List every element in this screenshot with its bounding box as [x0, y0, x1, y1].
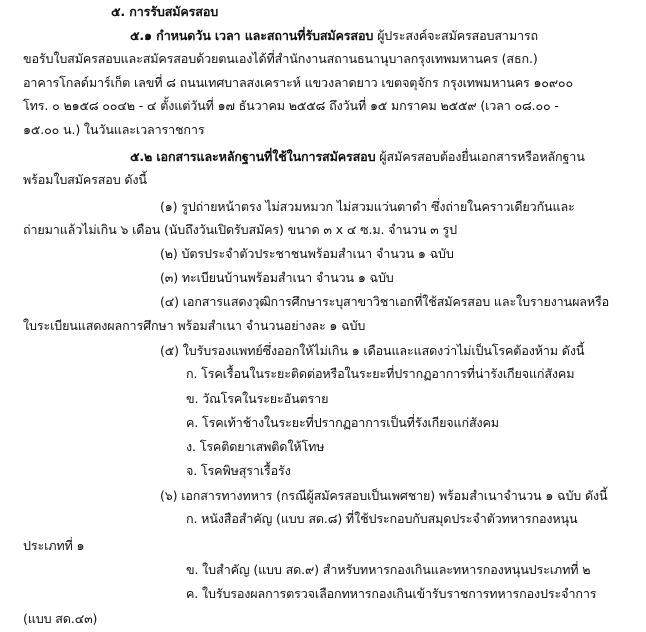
item1-line2: ถ่ายมาแล้วไม่เกิน ๖ เดือน (นับถึงวันเปิดรับสมัคร) ขนาด ๓ x ๔ ซ.ม. จำนวน ๓ รูป [23, 222, 457, 237]
s51-line1-rest: ผู้ประสงค์จะสมัครสอบสามารถ [373, 28, 539, 43]
s51-line4: โทร. ๐ ๒๑๕๘ ๐๐๔๒ - ๔ ตั้งแต่วันที่ ๑๗ ธันวาคม ๒๕๕๘ ถึงวันที่ ๑๕ มกราคม ๒๕๕๙ (เวลา ๐๘.๐๐ - [23, 98, 559, 113]
s51-heading: ๕.๑ กำหนดวัน เวลา และสถานที่รับสมัครสอบ [130, 28, 374, 43]
item6-a-line2: ประเภทที่ ๑ [23, 538, 85, 553]
item6-a-line1: ก. หนังสือสำคัญ (แบบ สด.๘) ที่ใช้ประกอบกับสมุดประจำตัวทหารกองหนุน [186, 511, 578, 526]
item5-d: ง. โรคติดยาเสพติดให้โทษ [186, 439, 325, 454]
s52-line1 [130, 147, 585, 167]
item5-c: ค. โรคเท้าช้างในระยะที่ปรากฏอาการเป็นที่รังเกียจแก่สังคม [186, 415, 499, 430]
item5: (๕) ใบรับรองแพทย์ซึ่งออกให้ไม่เกิน ๑ เดือนและแสดงว่าไม่เป็นโรคต้องห้าม ดังนี้ [160, 343, 585, 358]
s52-line2: พร้อมใบสมัครสอบ ดังนี้ [23, 172, 147, 187]
item2: (๒) บัตรประจำตัวประชาชนพร้อมสำเนา จำนวน ๑ ฉบับ [160, 246, 454, 261]
item5-e: จ. โรคพิษสุราเรื้อรัง [186, 463, 291, 478]
item4-line1: (๔) เอกสารแสดงวุฒิการศึกษาระบุสาขาวิชาเอกที่ใช้สมัครสอบ และใบรายงานผลหรือ [160, 294, 610, 309]
s51-line2: ขอรับใบสมัครสอบและสมัครสอบด้วยตนเองได้ที่สำนักงานสถานธนานุบาลกรุงเทพมหานคร (สธก.) [23, 51, 538, 66]
s51-line5: ๑๕.๐๐ น.) ในวันและเวลาราชการ [23, 122, 205, 137]
s51-line3: อาคารโกลด์มาร์เก็ต เลขที่ ๘ ถนนเทศบาลสงเคราะห์ แขวงลาดยาว เขตจตุจักร กรุงเทพมหานคร ๑๐๙๐๐ [23, 75, 573, 90]
item6-c-line1: ค. ใบรับรองผลการตรวจเลือกทหารกองเกินเข้ารับราชการทหารกองประจำการ [186, 586, 597, 601]
item6-b: ข. ใบสำคัญ (แบบ สด.๙) สำหรับทหารกองเกินและทหารกองหนุนประเภทที่ ๒ [186, 562, 591, 577]
item5-b: ข. วัณโรคในระยะอันตราย [186, 391, 329, 406]
s51-line1 [130, 26, 538, 46]
s52-heading: ๕.๒ เอกสารและหลักฐานที่ใช้ในการสมัครสอบ [130, 149, 376, 164]
section-heading: ๕. การรับสมัครสอบ [111, 4, 219, 19]
item6-c-line2: (แบบ สด.๔๓) [23, 611, 98, 626]
item5-a: ก. โรคเรื้อนในระยะติดต่อหรือในระยะที่ปรากฏอาการที่น่ารังเกียจแก่สังคม [186, 366, 575, 381]
item6: (๖) เอกสารทางทหาร (กรณีผู้สมัครสอบเป็นเพศชาย) พร้อมสำเนาจำนวน ๑ ฉบับ ดังนี้ [160, 488, 608, 503]
s52-line1-rest: ผู้สมัครสอบต้องยื่นเอกสารหรือหลักฐาน [375, 149, 585, 164]
item4-line2: ใบระเบียนแสดงผลการศึกษา พร้อมสำเนา จำนวนอย่างละ ๑ ฉบับ [23, 318, 366, 333]
item3: (๓) ทะเบียนบ้านพร้อมสำเนา จำนวน ๑ ฉบับ [160, 270, 394, 285]
item1-line1: (๑) รูปถ่ายหน้าตรง ไม่สวมหมวก ไม่สวมแว่นตาดำ ซึ่งถ่ายในคราวเดียวกันและ [160, 199, 575, 214]
